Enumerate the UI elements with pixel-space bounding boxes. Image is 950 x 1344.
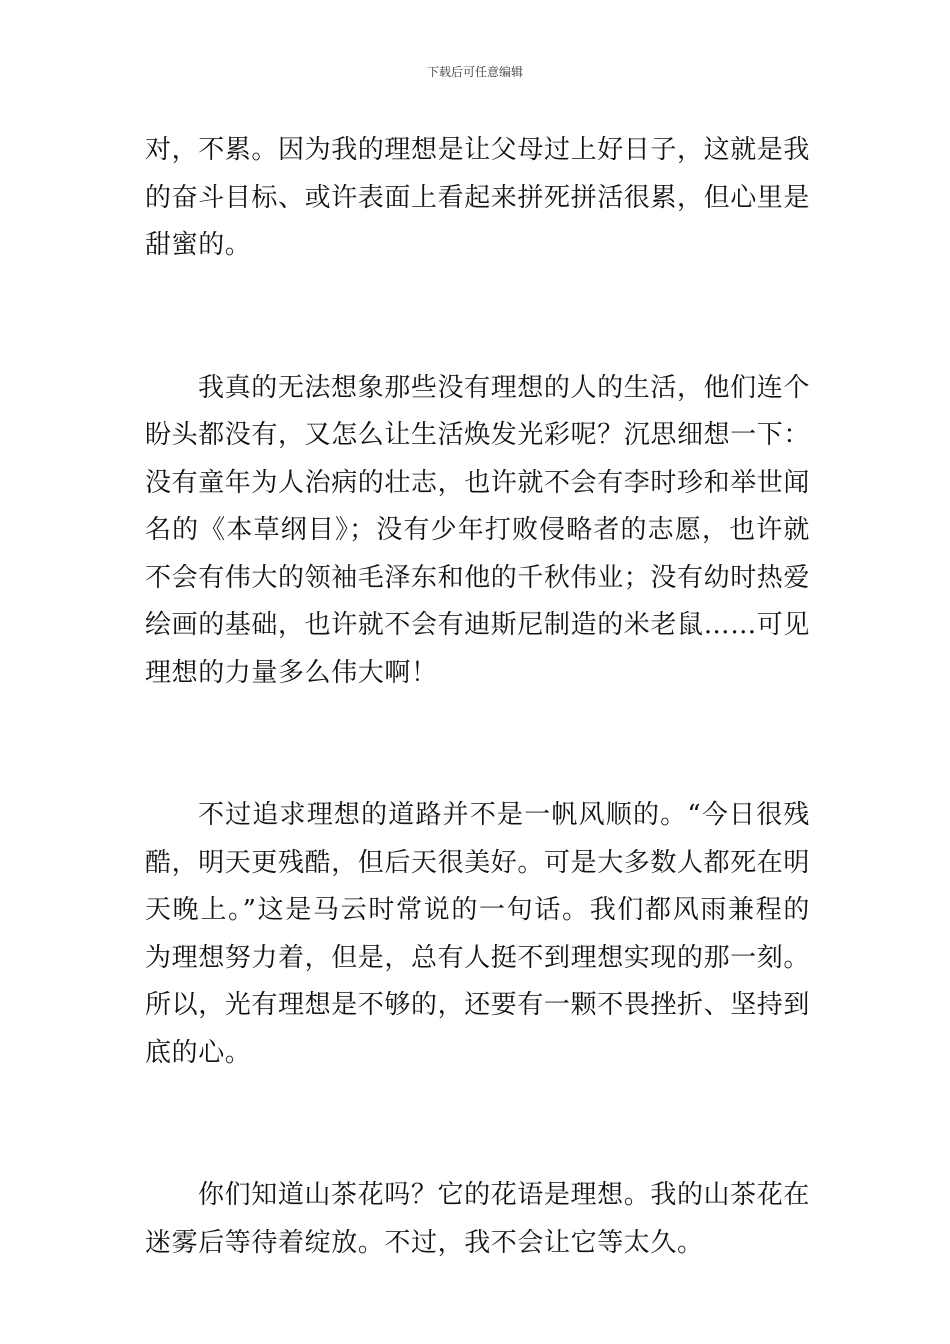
paragraph-spacer: [145, 1077, 810, 1172]
document-body: [145, 127, 810, 1267]
paragraph-3: 不过追求理想的道路并不是一帆风顺的。“今日很残酷，明天更残酷，但后天很美好。可是大多数人都死在明天晚上。”这是马云时常说的一句话。我们都风雨兼程的为理想努力着，但是，总有人挺不到理想实现的那一刻。所以，光有理想是不够的，还要有一颗不畏挫折、坚持到底的心。: [145, 800, 811, 1068]
page-header: 下载后可任意编辑: [426, 65, 523, 79]
paragraph-spacer: [145, 270, 810, 365]
paragraph-4: 你们知道山茶花吗？它的花语是理想。我的山茶花在迷雾后等待着绽放。不过，我不会让它等太久。: [145, 1180, 810, 1258]
paragraph-2: 我真的无法想象那些没有理想的人的生活，他们连个盼头都没有，又怎么让生活焕发光彩呢？沉思细想一下：没有童年为人治病的壮志，也许就不会有李时珍和举世闻名的《本草纲目》；没有少年打败侵略者的志愿，也许就不会有伟大的领袖毛泽东和他的千秋伟业；没有幼时热爱绘画的基础，也许就不会有迪斯尼制造的米老鼠……可见理想的力量多么伟大啊！: [145, 372, 811, 688]
paragraph-spacer: [145, 697, 810, 792]
paragraph-1: 对，不累。因为我的理想是让父母过上好日子，这就是我的奋斗目标、或许表面上看起来拼死拼活很累，但心里是甜蜜的。: [145, 135, 811, 260]
